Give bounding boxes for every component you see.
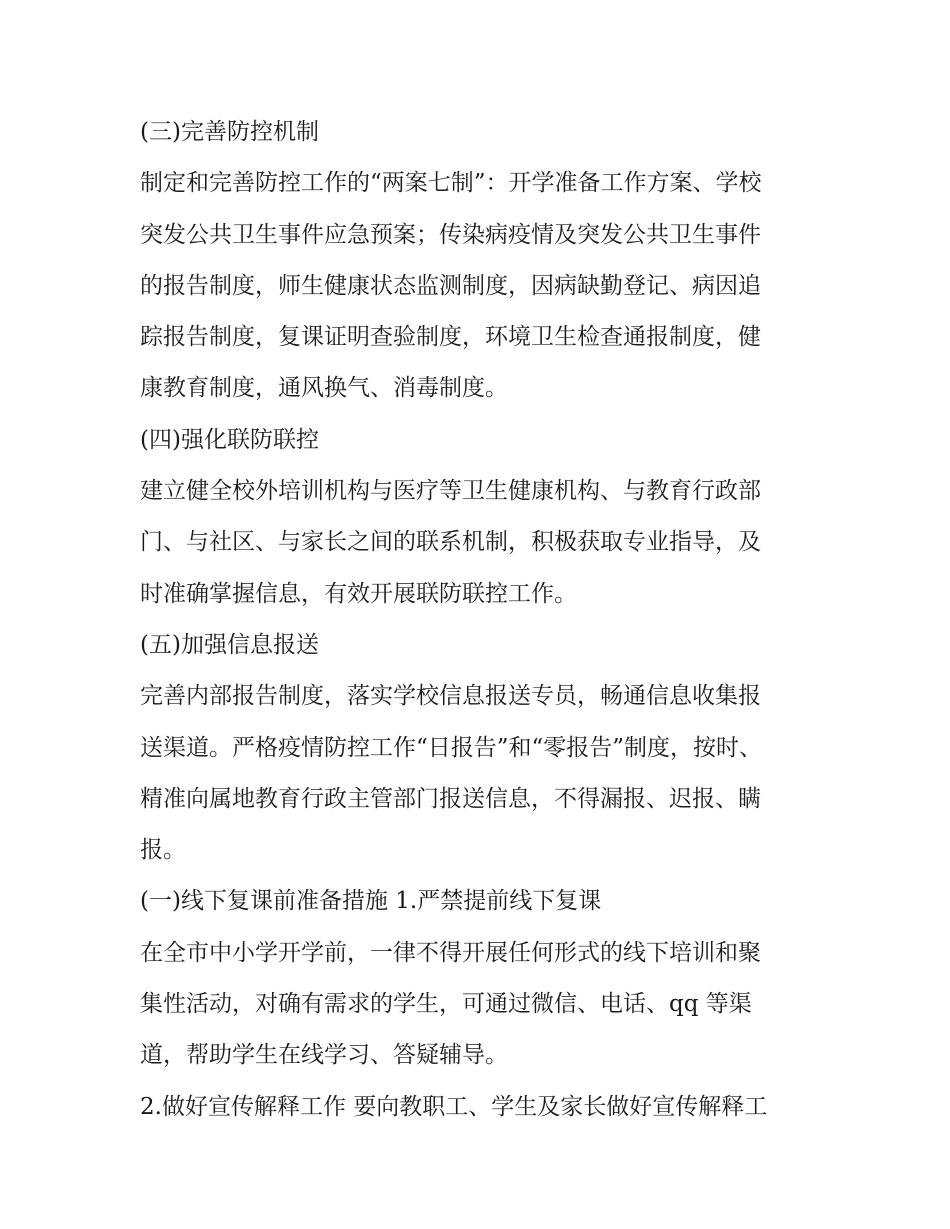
paragraph-line: 康教育制度，通风换气、消毒制度。 <box>140 375 508 402</box>
paragraph-line: 集性活动，对确有需求的学生，可通过微信、电话、qq 等渠 <box>140 991 752 1018</box>
document-page <box>140 107 830 1133</box>
paragraph-line: 完善内部报告制度，落实学校信息报送专员，畅通信息收集报 <box>140 683 761 710</box>
paragraph-line: 门、与社区、与家长之间的联系机制，积极获取专业指导，及 <box>140 529 761 556</box>
paragraph-line: 踪报告制度，复课证明查验制度，环境卫生检查通报制度，健 <box>140 324 761 351</box>
paragraph-line: 送渠道。严格疫情防控工作“日报告”和“零报告”制度，按时、 <box>140 734 763 761</box>
heading-section-4: (四)强化联防联控 <box>140 426 319 453</box>
paragraph-line: 2.做好宣传解释工作 要向教职工、学生及家长做好宣传解释工 <box>140 1093 768 1120</box>
heading-section-3: (三)完善防控机制 <box>140 119 319 145</box>
paragraph-line: 建立健全校外培训机构与医疗等卫生健康机构、与教育行政部 <box>140 478 761 505</box>
paragraph-line: 的报告制度，师生健康状态监测制度，因病缺勤登记、病因追 <box>140 272 761 299</box>
paragraph-line: 时准确掌握信息，有效开展联防联控工作。 <box>140 580 577 607</box>
heading-section-1: (一)线下复课前准备措施 1.严禁提前线下复课 <box>140 888 602 915</box>
paragraph-line: 报。 <box>140 837 186 864</box>
heading-section-5: (五)加强信息报送 <box>140 631 319 658</box>
paragraph-line: 突发公共卫生事件应急预案；传染病疫情及突发公共卫生事件 <box>140 221 761 248</box>
paragraph-line: 在全市中小学开学前，一律不得开展任何形式的线下培训和聚 <box>140 939 761 966</box>
paragraph-line: 精准向属地教育行政主管部门报送信息，不得漏报、迟报、瞒 <box>140 785 761 812</box>
paragraph-line: 道，帮助学生在线学习、答疑辅导。 <box>140 1042 508 1069</box>
paragraph-line: 制定和完善防控工作的“两案七制”：开学准备工作方案、学校 <box>140 170 762 197</box>
